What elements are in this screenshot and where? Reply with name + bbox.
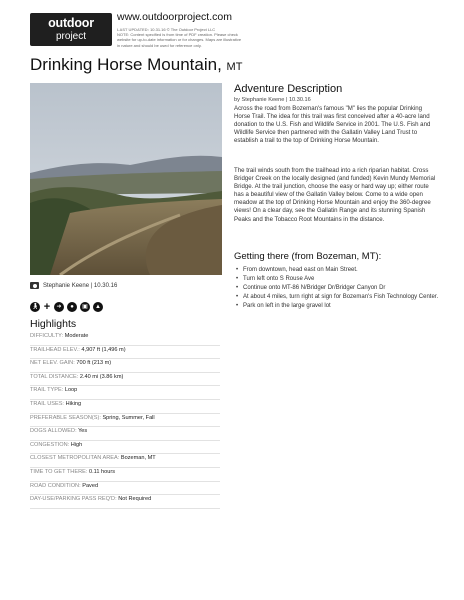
notice-line-1: NOTE: Content specified is from time of PDF creation. Please check: [117, 32, 238, 38]
outdoor-project-logo: [30, 13, 112, 46]
fact-row: TIME TO GET THERE: 0.11 hours: [30, 469, 220, 482]
photo-credit: [30, 282, 117, 289]
fact-row: NET ELEV. GAIN: 700 ft (213 m): [30, 360, 220, 373]
description-paragraph-1: Across the road from Bozeman's famous "M" lies the popular Drinking Horse Trail. The idea for this trail was first conceived after a 40-acre land donation to the U.S. Fish and Wildlife Service in 2001. The U.S. Fish and Wildlife Service then partnered with the Gallatin Valley Land Trust to establish a trail to the top of Drinking Horse Mountain.: [234, 105, 431, 145]
fact-row: TRAILHEAD ELEV.: 4,907 ft (1,496 m): [30, 347, 220, 360]
title-name: Drinking Horse Mountain,: [30, 55, 222, 74]
trail-photo-illustration: [30, 83, 222, 275]
logo-line-1: outdoor: [48, 16, 94, 30]
highlights-list: [30, 333, 220, 510]
description-title: Adventure Description: [234, 83, 343, 95]
direction-step: • Park on left in the large gravel lot: [234, 303, 444, 311]
direction-step: • From downtown, head east on Main Street.: [234, 267, 444, 275]
notice-line-2: website for up-to-date information or for changes. Maps are illustrative: [117, 37, 242, 43]
photo-credit-text: Stephanie Keene | 10.30.16: [43, 282, 118, 289]
fact-row: DAY-USE/PARKING PASS REQ'D: Not Required: [30, 496, 220, 509]
description-paragraph-2: The trail winds south from the trailhead into a rich riparian habitat. Cross Bridger Creek on the locally designed (and funded) Kevin Mundy Memorial Bridge. At the trail junction, choose the easy or hard way up; either route has a beautiful view of the Gallatin Valley below. Come to a wide open meadow at the top of Drinking Horse Mountain and enjoy the 360-degree views! On a clear day, see the Gallatin Range and its stunning Spanish Peaks and the Tobacco Root Mountains in the distance.: [234, 167, 436, 223]
fact-row: TOTAL DISTANCE: 2.40 mi (3.86 km): [30, 374, 220, 387]
fact-row: DIFFICULTY: Moderate: [30, 333, 220, 346]
directions-list: [234, 267, 444, 312]
update-notice: [117, 27, 277, 48]
camera-icon: [30, 282, 39, 289]
dog-icon: ●: [67, 302, 77, 312]
trail-photo: [30, 83, 222, 275]
fact-row: TRAIL USES: Hiking: [30, 401, 220, 414]
directions-title: Getting there (from Bozeman, MT):: [234, 251, 382, 262]
site-url[interactable]: www.outdoorproject.com: [117, 11, 232, 23]
description-byline: by Stephanie Keene | 10.30.16: [234, 97, 311, 103]
activity-icons: [30, 301, 103, 313]
running-icon: ➜: [54, 302, 64, 312]
fact-row: TRAIL TYPE: Loop: [30, 387, 220, 400]
hiking-icon: 🚶︎: [31, 304, 39, 310]
fact-row: DOGS ALLOWED: Yes: [30, 428, 220, 441]
direction-step: • Turn left onto S Rouse Ave: [234, 276, 444, 284]
last-updated: LAST UPDATED: 10.31.16 © The Outdoor Project LLC: [117, 27, 216, 32]
camera-activity-icon: ▣: [80, 302, 90, 312]
fact-row: CONGESTION: High: [30, 442, 220, 455]
notice-line-3: in nature and should be used for reference only.: [117, 42, 202, 48]
page-title: [30, 55, 242, 75]
fact-row: CLOSEST METROPOLITAN AREA: Bozeman, MT: [30, 455, 220, 468]
highlights-title: Highlights: [30, 318, 77, 330]
title-state: MT: [226, 61, 243, 73]
direction-step: • Continue onto MT-86 N/Bridger Dr/Bridger Canyon Dr: [234, 285, 444, 293]
picnic-icon: ▲: [93, 302, 103, 312]
plus-sign: +: [43, 301, 51, 313]
logo-line-2: project: [55, 31, 86, 42]
fact-row: PREFERABLE SEASON(S): Spring, Summer, Fall: [30, 415, 220, 428]
direction-step: • At about 4 miles, turn right at sign for Bozeman's Fish Technology Center.: [234, 294, 444, 302]
fact-row: ROAD CONDITION: Paved: [30, 483, 220, 496]
